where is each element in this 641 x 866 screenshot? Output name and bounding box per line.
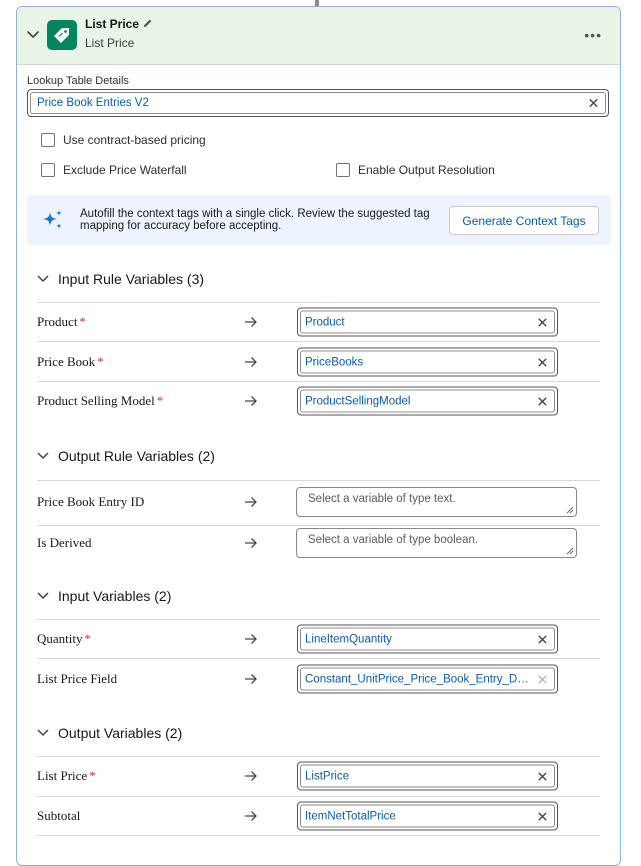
variable-value: ListPrice — [305, 770, 350, 782]
chevron-down-icon — [37, 275, 49, 283]
contract-pricing-checkbox[interactable] — [41, 133, 55, 147]
lookup-table-pill — [30, 92, 606, 114]
variable-field[interactable] — [297, 308, 558, 337]
chevron-down-icon — [37, 452, 49, 460]
input-variables-header[interactable] — [37, 588, 171, 604]
variable-value: Product — [305, 316, 345, 328]
variable-value: Constant_UnitPrice_Price_Book_Entry_D… — [305, 673, 529, 685]
section-title: Output Rule Variables (2) — [58, 448, 215, 464]
output-resolution-label: Enable Output Resolution — [358, 163, 495, 177]
output-resolution-option[interactable] — [336, 163, 495, 177]
textarea-placeholder: Select a variable of type boolean. — [308, 534, 479, 546]
variable-pill — [300, 390, 555, 413]
chevron-down-icon — [37, 592, 49, 600]
chevron-down-icon — [37, 729, 49, 737]
variable-value: PriceBooks — [305, 356, 364, 368]
variable-pill — [300, 668, 555, 691]
variable-row-quantity — [37, 620, 600, 658]
output-resolution-checkbox[interactable] — [336, 163, 350, 177]
list-price-element-card — [16, 6, 621, 866]
contract-pricing-label: Use contract-based pricing — [63, 133, 206, 147]
lookup-table-value: Price Book Entries V2 — [37, 97, 149, 109]
output-rule-variables-header[interactable] — [37, 448, 215, 464]
sparkles-icon — [41, 209, 65, 231]
arrow-right-icon — [244, 810, 258, 822]
lookup-table-field[interactable] — [27, 89, 609, 117]
variable-value: ItemNetTotalPrice — [305, 810, 396, 822]
contract-pricing-option[interactable] — [41, 133, 206, 147]
section-title: Input Rule Variables (3) — [58, 271, 205, 287]
variable-pill — [300, 628, 555, 651]
variable-row-product-selling-model — [37, 382, 600, 420]
context-tags-banner — [27, 195, 611, 245]
card-header — [17, 7, 620, 65]
required-marker: * — [89, 768, 96, 783]
more-actions-button[interactable]: ••• — [584, 27, 602, 43]
clear-variable-icon[interactable] — [537, 396, 548, 407]
required-marker: * — [84, 631, 91, 646]
variable-value: ProductSellingModel — [305, 395, 411, 407]
variable-field[interactable] — [297, 802, 558, 831]
variable-pill — [300, 805, 555, 828]
arrow-right-icon — [244, 633, 258, 645]
arrow-right-icon — [244, 356, 258, 368]
variable-value: LineItemQuantity — [305, 633, 392, 645]
clear-variable-icon-disabled — [537, 674, 548, 685]
variable-row-price-book-entry-id — [37, 482, 600, 522]
resize-handle-icon[interactable] — [566, 547, 574, 555]
variable-row-list-price — [37, 757, 600, 795]
clear-variable-icon[interactable] — [537, 357, 548, 368]
variable-field[interactable] — [297, 348, 558, 377]
divider — [37, 835, 600, 836]
variable-row-is-derived — [37, 523, 600, 563]
arrow-right-icon — [244, 316, 258, 328]
edit-pencil-icon[interactable] — [142, 18, 153, 29]
variable-label: Quantity * — [37, 631, 91, 646]
divider — [37, 658, 600, 659]
variable-row-price-book — [37, 343, 600, 381]
collapse-chevron-icon[interactable] — [25, 26, 41, 42]
variable-field[interactable] — [297, 665, 558, 694]
arrow-right-icon — [244, 395, 258, 407]
variable-field[interactable] — [297, 625, 558, 654]
lookup-table-label: Lookup Table Details — [27, 75, 129, 87]
element-subtitle: List Price — [85, 36, 135, 50]
variable-textarea[interactable] — [296, 528, 577, 558]
section-title: Input Variables (2) — [58, 588, 172, 604]
arrow-right-icon — [244, 537, 258, 549]
arrow-right-icon — [244, 770, 258, 782]
clear-lookup-icon[interactable] — [588, 98, 599, 109]
arrow-right-icon — [244, 673, 258, 685]
section-title: Output Variables (2) — [58, 725, 183, 741]
input-rule-variables-header[interactable] — [37, 271, 204, 287]
clear-variable-icon[interactable] — [537, 634, 548, 645]
variable-label: Subtotal — [37, 808, 81, 823]
divider — [37, 341, 600, 342]
required-marker: * — [97, 354, 104, 369]
variable-label: Price Book * — [37, 354, 104, 369]
textarea-placeholder: Select a variable of type text. — [308, 493, 456, 505]
variable-label: List Price Field — [37, 671, 118, 686]
variable-label: List Price * — [37, 768, 96, 783]
price-tag-icon — [47, 20, 77, 50]
variable-label: Is Derived — [37, 535, 92, 550]
resize-handle-icon[interactable] — [566, 506, 574, 514]
variable-pill — [300, 765, 555, 788]
clear-variable-icon[interactable] — [537, 771, 548, 782]
variable-label: Product * — [37, 314, 86, 329]
element-title: List Price — [85, 17, 140, 31]
variable-row-list-price-field — [37, 660, 600, 698]
clear-variable-icon[interactable] — [537, 811, 548, 822]
exclude-waterfall-checkbox[interactable] — [41, 163, 55, 177]
variable-textarea[interactable] — [296, 487, 577, 517]
clear-variable-icon[interactable] — [537, 317, 548, 328]
variable-label: Product Selling Model * — [37, 393, 164, 408]
generate-context-tags-button[interactable]: Generate Context Tags — [449, 206, 599, 235]
variable-row-subtotal — [37, 797, 600, 835]
banner-message: Autofill the context tags with a single click. Review the suggested tag mapping for accuracy before accepting. — [80, 208, 430, 232]
exclude-waterfall-label: Exclude Price Waterfall — [63, 163, 187, 177]
variable-pill — [300, 351, 555, 374]
output-variables-header[interactable] — [37, 725, 182, 741]
divider — [37, 480, 600, 481]
required-marker: * — [156, 393, 164, 408]
arrow-right-icon — [244, 496, 258, 508]
variable-pill — [300, 311, 555, 334]
variable-field[interactable] — [297, 387, 558, 416]
variable-row-product — [37, 303, 600, 341]
exclude-waterfall-option[interactable] — [41, 163, 187, 177]
required-marker: * — [79, 314, 86, 329]
variable-label: Price Book Entry ID — [37, 494, 145, 509]
variable-field[interactable] — [297, 762, 558, 791]
